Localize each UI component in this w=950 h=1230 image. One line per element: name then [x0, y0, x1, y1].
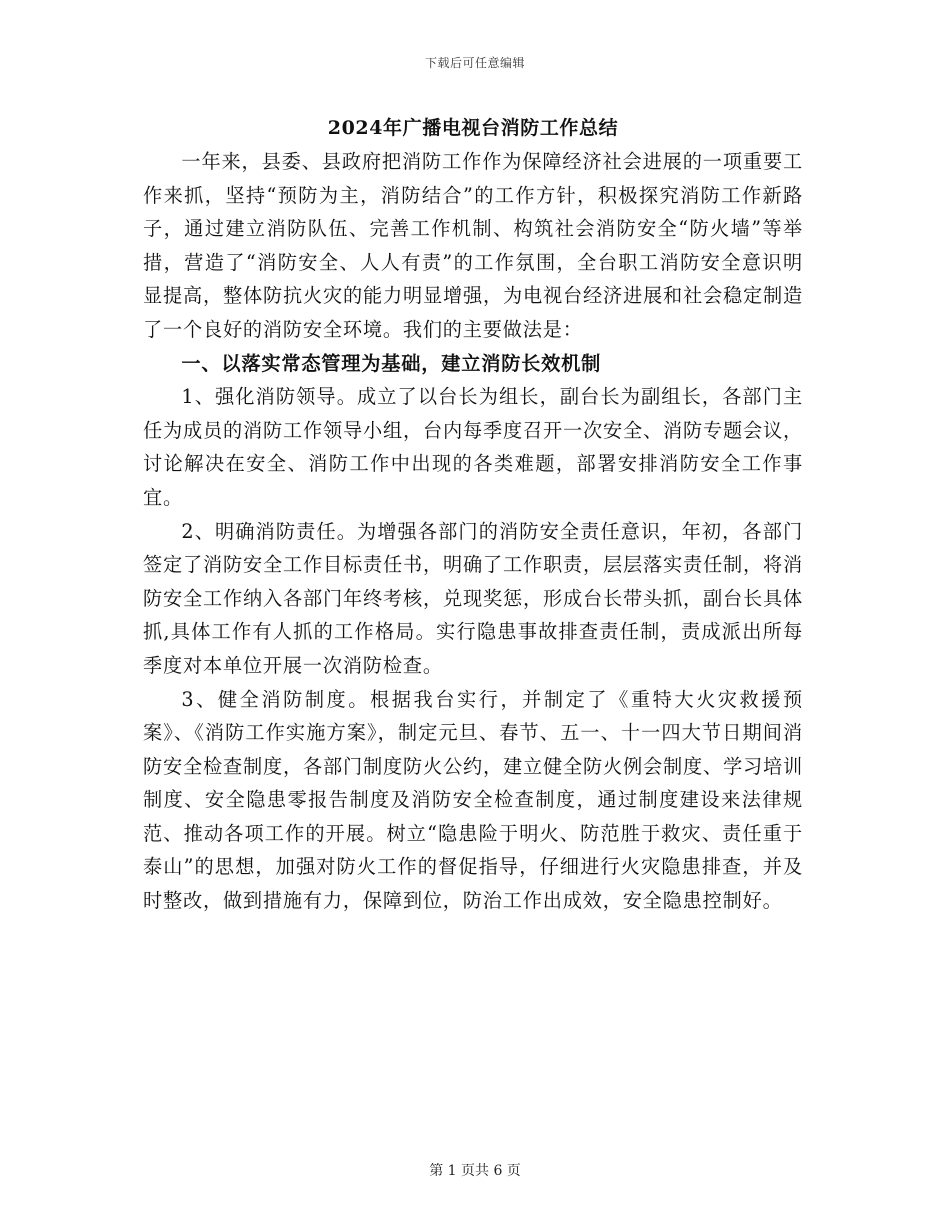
page-footer: 第 1 页共 6 页	[429, 1163, 521, 1179]
item-paragraph-3: 3、健全消防制度。根据我台实行，并制定了《重特大火灾救援预案》、《消防工作实施方案》，制定元旦、春节、五一、十一四大节日期间消防安全检查制度，各部门制度防火公约，建立健全防火例会制度、学习培训制度、安全隐患零报告制度及消防安全检查制度，通过制度建设来法律规范、推动各项工作的开展。树立“隐患险于明火、防范胜于救灾、责任重于泰山”的思想，加强对防火工作的督促指导，仔细进行火灾隐患排查，并及时整改，做到措施有力，保障到位，防治工作出成效，安全隐患控制好。	[143, 687, 803, 913]
section-heading: 一、以落实常态管理为基础，建立消防长效机制	[181, 351, 602, 375]
document-title: 2024年广播电视台消防工作总结	[327, 117, 619, 139]
document-body	[143, 112, 803, 918]
item-paragraph-2: 2、明确消防责任。为增强各部门的消防安全责任意识，年初，各部门签定了消防安全工作目标责任书，明确了工作职责，层层落实责任制，将消防安全工作纳入各部门年终考核，兑现奖惩，形成台长带头抓，副台长具体抓,具体工作有人抓的工作格局。实行隐患事故排查责任制，责成派出所每季度对本单位开展一次消防检查。	[143, 519, 803, 677]
intro-paragraph: 一年来，县委、县政府把消防工作作为保障经济社会进展的一项重要工作来抓，坚持“预防为主，消防结合”的工作方针，积极探究消防工作新路子，通过建立消防队伍、完善工作机制、构筑社会消防安全“防火墙”等举措，营造了“消防安全、人人有责”的工作氛围，全台职工消防安全意识明显提高，整体防抗火灾的能力明显增强，为电视台经济进展和社会稳定制造了一个良好的消防安全环境。我们的主要做法是：	[143, 150, 803, 341]
page-header: 下载后可任意编辑	[424, 56, 525, 70]
item-paragraph-1: 1、强化消防领导。成立了以台长为组长，副台长为副组长，各部门主任为成员的消防工作领导小组，台内每季度召开一次安全、消防专题会议，讨论解决在安全、消防工作中出现的各类难题，部署安排消防安全工作事宜。	[143, 385, 803, 509]
